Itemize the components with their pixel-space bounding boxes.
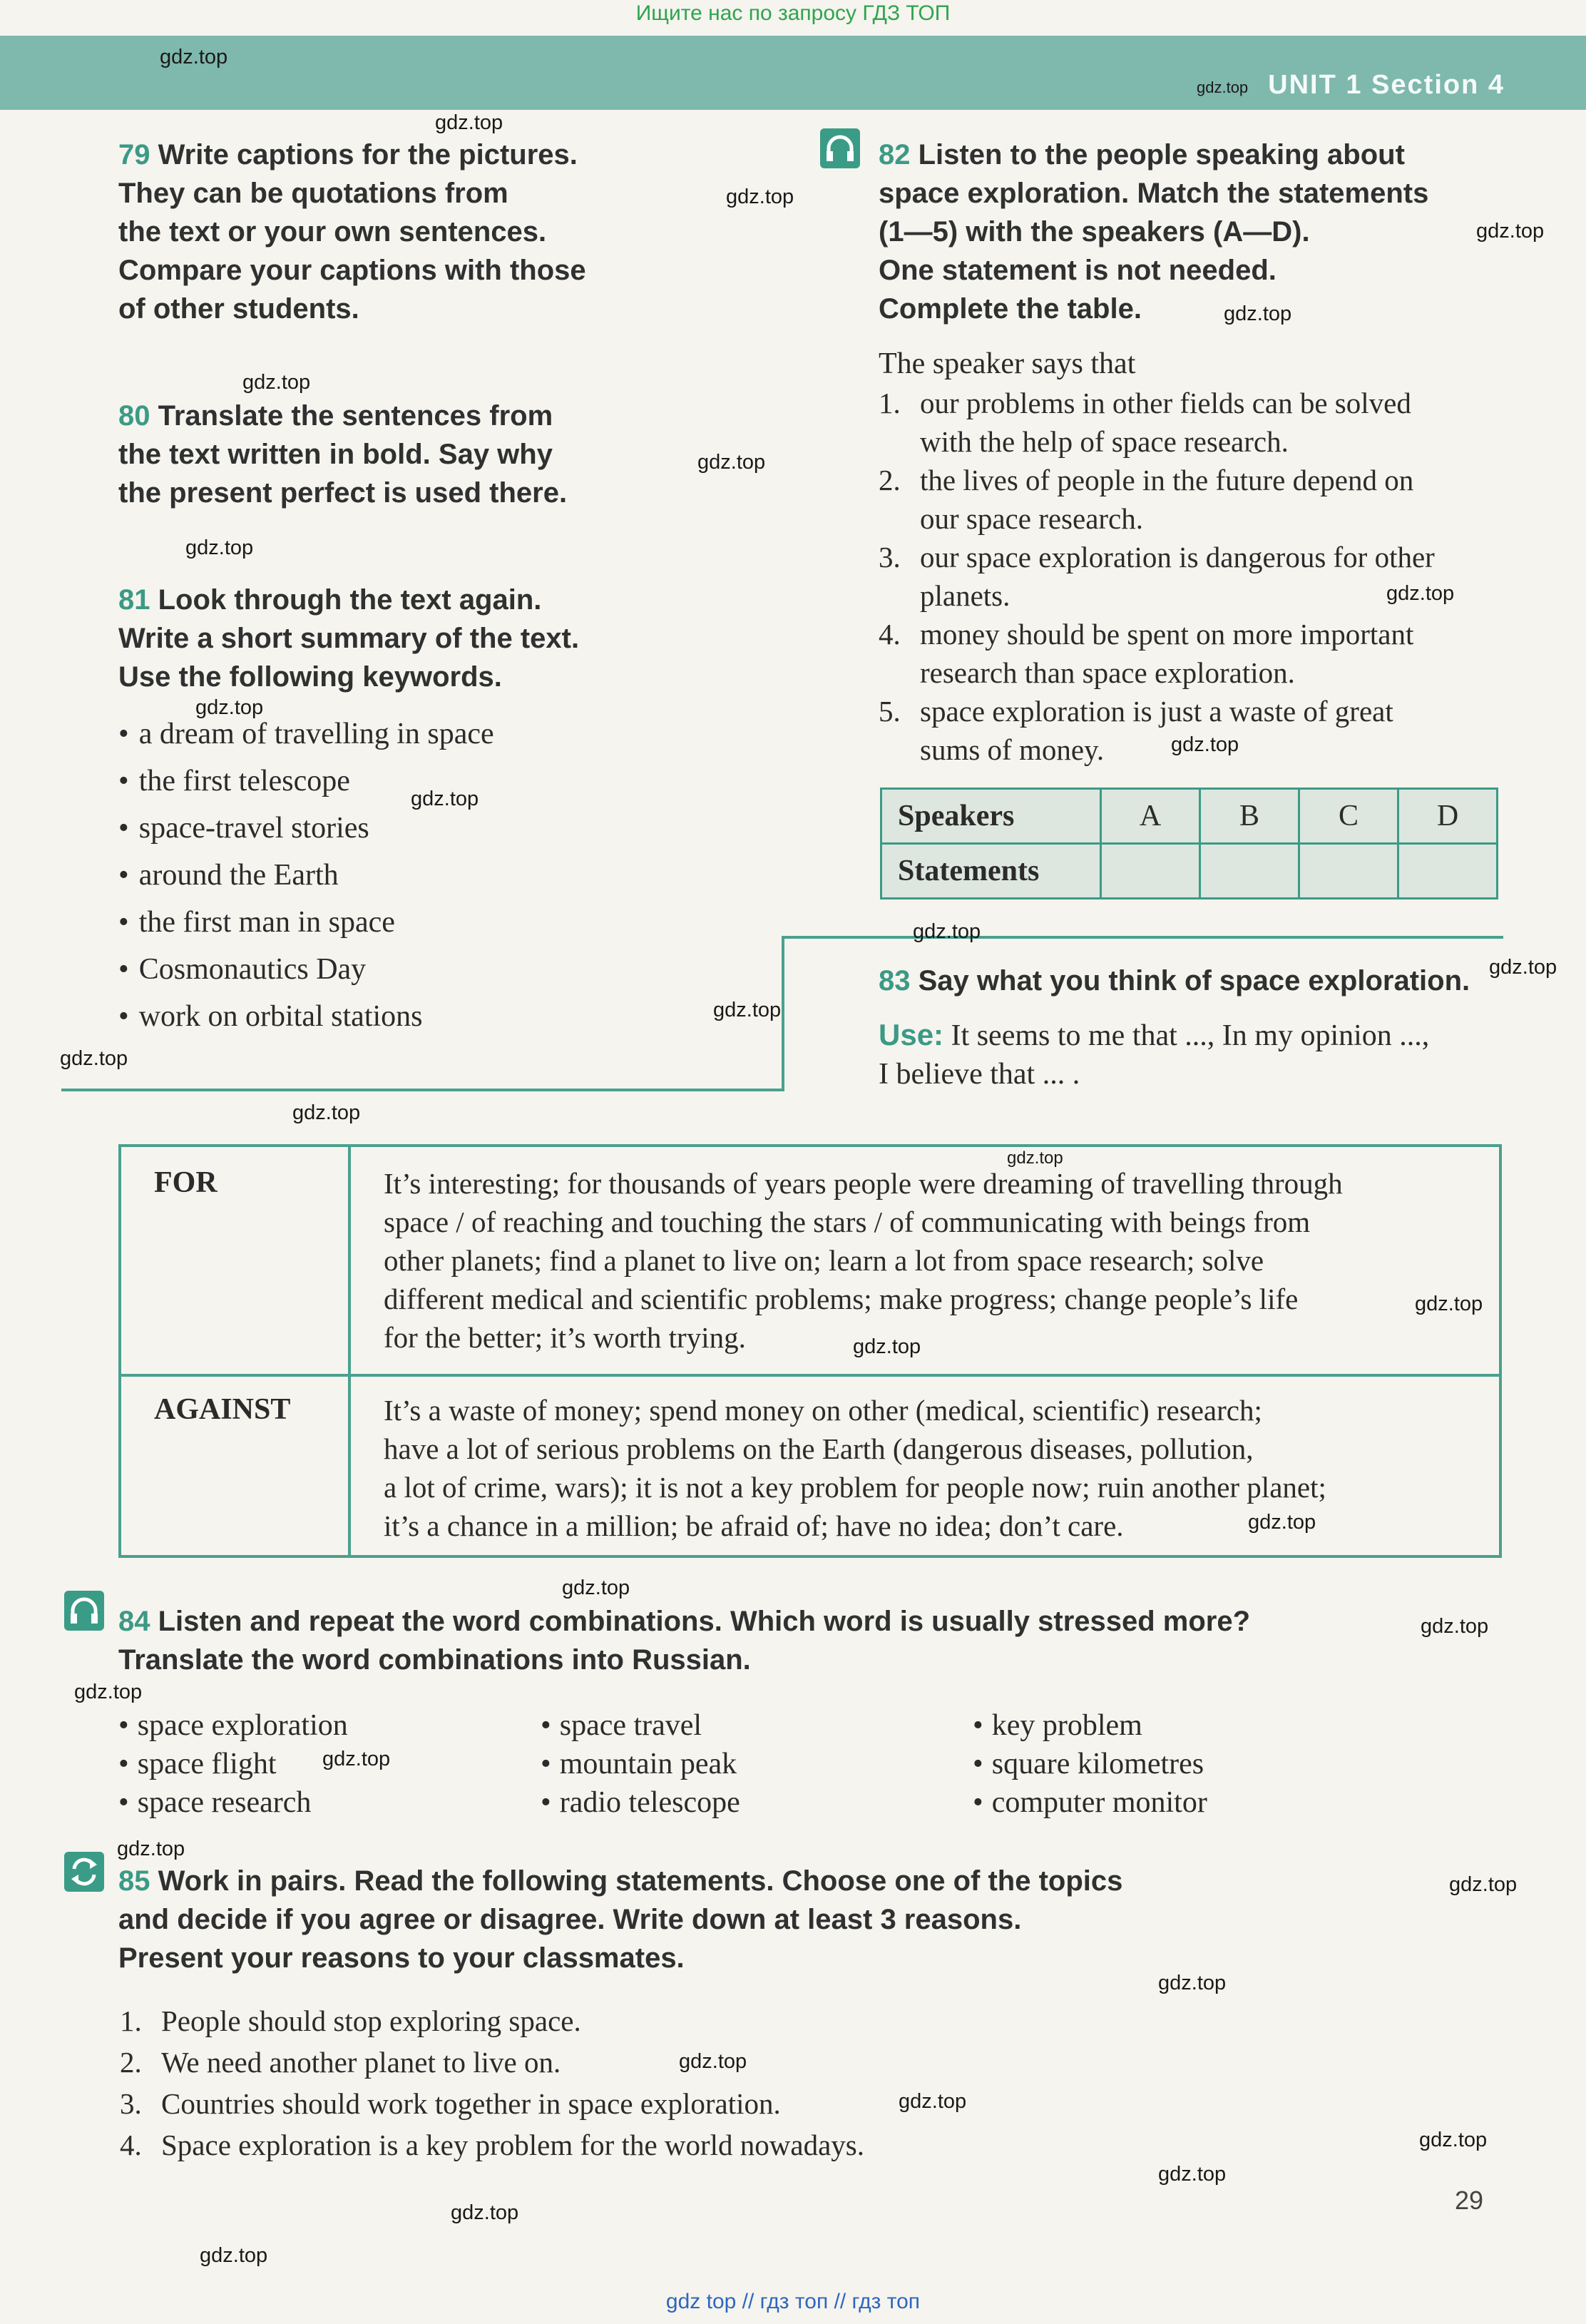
list-item [879, 384, 1506, 461]
task-line: Complete the table. [879, 293, 1142, 325]
divider [348, 1147, 351, 1555]
table-cell: D [1398, 789, 1498, 844]
task-number: 79 [118, 139, 150, 170]
watermark: gdz.top [200, 2244, 268, 2267]
item-number: 3. [120, 2087, 142, 2120]
table-cell: C [1299, 789, 1398, 844]
list-item: • space-travel stories [118, 805, 494, 852]
watermark: gdz.top [435, 111, 503, 134]
item-text: with the help of space research. [920, 425, 1289, 458]
text-line: space / of reaching and touching the stars / of communicating with beings from [384, 1206, 1311, 1238]
text-line: other planets; find a planet to live on; learn a lot from space research; solve [384, 1244, 1264, 1277]
watermark: gdz.top [322, 1748, 391, 1770]
watermark: gdz.top [1158, 2163, 1227, 2186]
list-item: • work on orbital stations [118, 993, 494, 1040]
item-number: 2. [879, 464, 901, 496]
headphones-icon [64, 1591, 104, 1631]
list-item [120, 2124, 864, 2166]
item-text: Countries should work together in space exploration. [161, 2087, 781, 2120]
list-item: • space flight [118, 1745, 348, 1783]
pair-work-icon [64, 1852, 104, 1892]
list-item: • around the Earth [118, 852, 494, 899]
divider [61, 1089, 783, 1091]
task-line: They can be quotations from [118, 178, 508, 209]
table-input-cell[interactable] [1299, 844, 1398, 899]
list-item: • square kilometres [973, 1745, 1207, 1783]
item-number: 1. [879, 387, 901, 419]
task-line: and decide if you agree or disagree. Write down at least 3 reasons. [118, 1904, 1022, 1935]
task-line: the present perfect is used there. [118, 477, 568, 509]
item-text: Space exploration is a key problem for the world nowadays. [161, 2129, 865, 2161]
task-line: Write a short summary of the text. [118, 623, 580, 654]
item-text: research than space exploration. [920, 656, 1295, 689]
watermark: gdz.top [1224, 302, 1292, 325]
list-item [879, 461, 1506, 538]
use-line: I believe that ... . [879, 1058, 1080, 1091]
task-number: 85 [118, 1865, 150, 1897]
list-item: • radio telescope [541, 1783, 740, 1822]
against-label: AGAINST [154, 1393, 291, 1426]
task-number: 82 [879, 139, 911, 170]
watermark: gdz.top [117, 1838, 185, 1860]
watermark: gdz.top [1197, 78, 1249, 96]
divider [782, 936, 784, 1091]
watermark: gdz.top [292, 1101, 361, 1124]
table-input-cell[interactable] [1200, 844, 1299, 899]
task-line: Look through the text again. [158, 584, 542, 616]
watermark: gdz.top [562, 1576, 630, 1599]
task-line: Write captions for the pictures. [158, 139, 578, 170]
text-line: different medical and scientific problems; make progress; change people’s life [384, 1283, 1299, 1315]
table-cell: B [1200, 789, 1299, 844]
watermark: gdz.top [697, 451, 766, 474]
item-text: planets. [920, 579, 1011, 612]
keyword-list [118, 710, 494, 1040]
item-text: our problems in other fields can be solved [920, 387, 1411, 419]
text-line: It’s a waste of money; spend money on other (medical, scientific) research; [384, 1394, 1262, 1427]
watermark: gdz.top [853, 1335, 921, 1358]
list-item: • space travel [541, 1706, 740, 1745]
item-text: money should be spent on more important [920, 618, 1414, 651]
list-item [120, 2000, 864, 2042]
unit-section-label: UNIT 1 Section 4 [1268, 70, 1505, 100]
list-item: • mountain peak [541, 1745, 740, 1783]
use-line: It seems to me that ..., In my opinion ..., [951, 1019, 1430, 1052]
item-text: People should stop exploring space. [161, 2004, 581, 2037]
task-number: 83 [879, 965, 911, 997]
text-line: It’s interesting; for thousands of years people were dreaming of travelling through [384, 1167, 1343, 1200]
item-number: 3. [879, 541, 901, 574]
task-83 [879, 962, 1470, 1000]
for-against-box [118, 1144, 1502, 1558]
item-text: space exploration is just a waste of great [920, 695, 1393, 728]
task-80 [118, 397, 567, 512]
task-line: Compare your captions with those [118, 255, 586, 286]
task-line: Say what you think of space exploration. [918, 965, 1470, 997]
task-number: 81 [118, 584, 150, 616]
task-line: Listen and repeat the word combinations. Which word is usually stressed more? [158, 1606, 1251, 1637]
task-line: Translate the word combinations into Russian. [118, 1644, 751, 1676]
headphones-icon [820, 128, 860, 168]
task-84 [118, 1602, 1250, 1679]
item-number: 4. [120, 2129, 142, 2161]
task-number: 84 [118, 1606, 150, 1637]
task-line: Use the following keywords. [118, 661, 502, 693]
watermark: gdz.top [185, 536, 254, 559]
text-line: for the better; it’s worth trying. [384, 1321, 746, 1354]
task-85 [118, 1862, 1122, 1977]
for-label: FOR [154, 1166, 218, 1199]
watermark: gdz.top [1476, 220, 1545, 243]
watermark: gdz.top [195, 696, 264, 719]
list-item: • key problem [973, 1706, 1207, 1745]
item-text: our space research. [920, 502, 1144, 535]
task-line: One statement is not needed. [879, 255, 1277, 286]
item-text: the lives of people in the future depend on [920, 464, 1414, 496]
word-list-col3 [973, 1706, 1207, 1822]
item-number: 1. [120, 2004, 142, 2037]
speakers-table [880, 788, 1498, 899]
task-line: Translate the sentences from [158, 400, 553, 432]
watermark: gdz.top [913, 920, 981, 943]
item-text: sums of money. [920, 733, 1105, 766]
list-item: • a dream of travelling in space [118, 710, 494, 758]
watermark: gdz.top [899, 2090, 967, 2113]
divider [782, 936, 1503, 939]
watermark: gdz.top [60, 1047, 128, 1070]
watermark: gdz.top [451, 2201, 519, 2224]
table-header-statements: Statements [881, 844, 1101, 899]
watermark: gdz.top [1421, 1615, 1489, 1638]
list-item: • the first telescope [118, 758, 494, 805]
word-list-col2 [541, 1706, 740, 1822]
task-line: Present your reasons to your classmates. [118, 1942, 685, 1974]
watermark: gdz.top [1449, 1873, 1518, 1896]
list-item: • space research [118, 1783, 348, 1822]
task-82 [879, 136, 1428, 328]
for-text [384, 1164, 1482, 1357]
task-line: Listen to the people speaking about [918, 139, 1405, 170]
statements-intro: The speaker says that [879, 347, 1136, 380]
bottom-note[interactable]: gdz top // гдз топ // гдз топ [665, 2290, 921, 2313]
watermark: gdz.top [679, 2050, 747, 2073]
use-label: Use: [879, 1018, 944, 1051]
item-text: We need another planet to live on. [161, 2046, 561, 2079]
table-input-cell[interactable] [1101, 844, 1200, 899]
table-cell: A [1101, 789, 1200, 844]
statements-list [879, 384, 1506, 769]
watermark: gdz.top [1415, 1293, 1483, 1315]
use-phrases [879, 1016, 1429, 1094]
top-note[interactable]: Ищите нас по запросу ГДЗ ТОП [635, 1, 951, 25]
text-line: a lot of crime, wars); it is not a key problem for people now; ruin another planet; [384, 1471, 1326, 1504]
watermark: gdz.top [1158, 1972, 1227, 1994]
list-item [120, 2042, 864, 2083]
task-line: space exploration. Match the statements [879, 178, 1429, 209]
list-item [120, 2083, 864, 2124]
table-input-cell[interactable] [1398, 844, 1498, 899]
item-text: our space exploration is dangerous for other [920, 541, 1435, 574]
watermark: gdz.top [1419, 2129, 1488, 2151]
watermark: gdz.top [1171, 733, 1239, 756]
table-header-speakers: Speakers [881, 789, 1101, 844]
topics-list [120, 2000, 864, 2166]
against-text [384, 1391, 1482, 1545]
task-81 [118, 581, 579, 696]
task-line: (1—5) with the speakers (A—D). [879, 216, 1310, 248]
page-number: 29 [1454, 2186, 1483, 2215]
watermark: gdz.top [1386, 582, 1455, 605]
list-item: • computer monitor [973, 1783, 1207, 1822]
list-item: • Cosmonautics Day [118, 946, 494, 993]
watermark: gdz.top [74, 1681, 143, 1703]
watermark: gdz.top [411, 788, 479, 810]
watermark: gdz.top [242, 371, 311, 394]
task-79 [118, 136, 586, 328]
task-line: the text written in bold. Say why [118, 439, 553, 470]
list-item: • the first man in space [118, 899, 494, 946]
watermark: gdz.top [1489, 956, 1557, 979]
task-line: of other students. [118, 293, 359, 325]
item-number: 2. [120, 2046, 142, 2079]
item-number: 4. [879, 618, 901, 651]
task-line: Work in pairs. Read the following statements. Choose one of the topics [158, 1865, 1123, 1897]
task-line: the text or your own sentences. [118, 216, 547, 248]
text-line: it’s a chance in a million; be afraid of; have no idea; don’t care. [384, 1509, 1124, 1542]
word-list-col1 [118, 1706, 348, 1822]
watermark: gdz.top [1007, 1148, 1063, 1168]
list-item [879, 615, 1506, 692]
item-number: 5. [879, 695, 901, 728]
list-item: • space exploration [118, 1706, 348, 1745]
watermark: gdz.top [713, 999, 782, 1021]
watermark: gdz.top [160, 46, 228, 68]
watermark: gdz.top [1248, 1511, 1316, 1534]
text-line: have a lot of serious problems on the Earth (dangerous diseases, pollution, [384, 1432, 1254, 1465]
watermark: gdz.top [726, 185, 794, 208]
task-number: 80 [118, 400, 150, 432]
list-item [879, 692, 1506, 769]
